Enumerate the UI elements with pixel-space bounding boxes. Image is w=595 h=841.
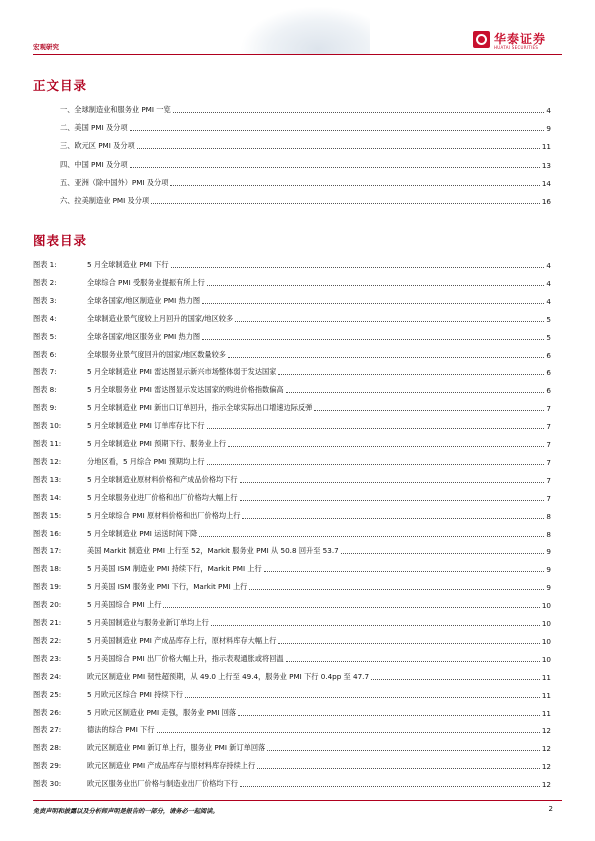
toc-entry-text: 三、欧元区 PMI 及分项 [60, 141, 135, 151]
figure-entry[interactable] [33, 777, 551, 789]
figure-entry-text: 5 月美国 ISM 服务业 PMI 下行，Markit PMI 上行 [87, 582, 248, 592]
figure-leader-dots [371, 679, 540, 680]
figure-entry[interactable] [33, 580, 551, 592]
figure-entry-text: 5 月全球制造业 PMI 运送时间下降 [87, 528, 198, 538]
figure-entry[interactable] [33, 258, 551, 270]
figure-entry-number: 图表 13: [33, 474, 62, 484]
figure-entry-number: 图表 22: [33, 635, 62, 645]
figure-entry-text: 全球综合 PMI 受服务业提振有所上行 [87, 277, 205, 287]
figure-entry-page: 7 [546, 440, 551, 449]
figure-leader-dots [341, 553, 545, 554]
figure-entry-text: 全球各国家/地区服务业 PMI 热力图 [87, 331, 201, 341]
header-label: 宏观研究 [33, 43, 59, 51]
figure-entry-text: 5 月全球综合 PMI 原材料价格和出厂价格均上行 [87, 510, 241, 520]
figure-entry-number: 图表 9: [33, 403, 57, 413]
figure-entry-number: 图表 23: [33, 653, 62, 663]
footer-disclaimer: 免责声明和披露以及分析师声明是报告的一部分，请务必一起阅读。 [33, 808, 219, 815]
figure-entry[interactable] [33, 348, 551, 360]
figure-entry-number: 图表 4: [33, 313, 57, 323]
figure-entry-page: 7 [546, 475, 551, 485]
toc-leader-dots [170, 185, 539, 186]
figure-entry-page: 9 [546, 583, 551, 593]
toc-entry-page: 11 [541, 142, 551, 152]
figure-entry-text: 全球服务业景气度回升的国家/地区数量较多 [87, 349, 226, 359]
figure-entry-text: 5 月全球服务业进厂价格和出厂价格均大幅上行 [87, 492, 238, 502]
figure-leader-dots [314, 410, 544, 411]
figure-entry-number: 图表 24: [33, 671, 62, 681]
figure-entry-page: 10 [541, 601, 551, 611]
figure-entry[interactable] [33, 741, 551, 753]
figure-entry-page: 10 [541, 654, 551, 664]
figure-entry-text: 全球制造业景气度较上月回升的国家/地区较多 [87, 313, 234, 323]
figure-leader-dots [238, 715, 540, 716]
figure-entry-page: 10 [541, 636, 551, 646]
figure-entry-number: 图表 19: [33, 582, 62, 592]
figure-entry-page: 12 [541, 726, 551, 736]
figure-entry[interactable] [33, 670, 551, 682]
figure-entry[interactable] [33, 527, 551, 539]
figure-leader-dots [249, 589, 544, 590]
figure-entry-page: 12 [541, 744, 551, 754]
figure-entry-number: 图表 30: [33, 779, 62, 789]
figure-entry-number: 图表 28: [33, 743, 62, 753]
figure-entry-number: 图表 26: [33, 707, 62, 717]
toc-entry-text: 五、亚洲（除中国外）PMI 及分项 [60, 177, 169, 187]
figure-entry-text: 5 月美国 ISM 制造业 PMI 持续下行，Markit PMI 上行 [87, 564, 262, 574]
figure-leader-dots [267, 750, 540, 751]
toc-leader-dots [137, 148, 540, 149]
figure-leader-dots [202, 339, 544, 340]
figure-entry-number: 图表 12: [33, 456, 62, 466]
figure-entry-page: 4 [546, 296, 551, 306]
figure-entry[interactable] [33, 544, 551, 556]
figure-leader-dots [278, 643, 539, 644]
figure-entry-text: 5 月全球制造业 PMI 订单库存比下行 [87, 421, 205, 431]
figure-entry[interactable] [33, 294, 551, 306]
toc-entry-text: 一、全球制造业和服务业 PMI 一览 [60, 105, 171, 114]
figure-leader-dots [264, 571, 545, 572]
figure-entry-page: 6 [546, 350, 551, 360]
figure-entry[interactable] [33, 473, 551, 485]
figure-entry-text: 欧元区制造业 PMI 韧性超预期，从 49.0 上行至 49.4，服务业 PMI 下行 0.4pp 至 47.7 [87, 671, 370, 681]
figure-entry-page: 5 [546, 314, 551, 324]
figure-entry[interactable] [33, 509, 551, 521]
toc-entry[interactable] [60, 194, 551, 206]
figure-leader-dots [211, 625, 540, 626]
figure-entry-text: 5 月欧元区综合 PMI 持续下行 [87, 689, 183, 699]
figure-entry-text: 美国 Markit 制造业 PMI 上行至 52，Markit 服务业 PMI 从 50.8 回升至 53.7 [87, 546, 339, 556]
figure-entry[interactable] [33, 312, 551, 324]
figure-entry[interactable] [33, 455, 551, 467]
figure-leader-dots [240, 500, 545, 501]
toc-leader-dots [130, 167, 540, 168]
figure-entry-text: 5 月美国制造业与服务业新订单均上行 [87, 618, 209, 627]
figure-leader-dots [207, 285, 545, 286]
figure-entry-page: 11 [541, 690, 551, 700]
figure-entry-page: 8 [546, 529, 551, 539]
figure-entry[interactable] [33, 688, 551, 700]
figure-leader-dots [228, 446, 544, 447]
figure-entry-text: 德法的综合 PMI 下行 [87, 725, 155, 735]
figure-entry-number: 图表 14: [33, 492, 62, 502]
toc-entry[interactable] [60, 121, 551, 133]
figure-entry-number: 图表 3: [33, 295, 57, 305]
figure-entry-page: 11 [541, 708, 551, 718]
figure-entry[interactable] [33, 598, 551, 610]
figure-entry-text: 5 月全球制造业 PMI 下行 [87, 260, 169, 269]
figure-list-title: 图表目录 [33, 233, 88, 248]
figure-entry[interactable] [33, 330, 551, 342]
figure-entry-number: 图表 21: [33, 618, 62, 627]
figure-leader-dots [185, 697, 540, 698]
figure-entry-page: 8 [546, 511, 551, 521]
figure-entry-number: 图表 15: [33, 510, 62, 520]
figure-leader-dots [242, 518, 544, 519]
figure-entry-number: 图表 10: [33, 421, 62, 431]
figure-entry[interactable] [33, 616, 551, 628]
figure-entry[interactable] [33, 419, 551, 431]
toc-entry[interactable] [60, 176, 551, 188]
figure-entry-page: 9 [546, 547, 551, 557]
figure-entry-text: 欧元区制造业 PMI 新订单上行，服务业 PMI 新订单回落 [87, 743, 266, 753]
figure-entry-page: 11 [541, 672, 551, 682]
figure-entry-number: 图表 2: [33, 277, 57, 287]
figure-entry[interactable] [33, 491, 551, 503]
figure-entry[interactable] [33, 562, 551, 574]
figure-leader-dots [286, 392, 545, 393]
figure-leader-dots [257, 768, 540, 769]
figure-entry[interactable] [33, 437, 551, 449]
figure-leader-dots [240, 786, 540, 787]
figure-entry-number: 图表 16: [33, 528, 62, 538]
figure-leader-dots [240, 482, 545, 483]
footer-page-number: 2 [548, 805, 553, 813]
toc-leader-dots [173, 112, 545, 113]
figure-entry-number: 图表 8: [33, 385, 57, 395]
figure-leader-dots [199, 536, 544, 537]
footer-divider [33, 800, 562, 801]
figure-entry[interactable] [33, 276, 551, 288]
figure-entry-text: 5 月美国制造业 PMI 产成品库存上行，原材料库存大幅上行 [87, 635, 277, 645]
figure-leader-dots [163, 607, 539, 608]
figure-entry-page: 10 [541, 619, 551, 628]
figure-entry-page: 7 [546, 404, 551, 414]
figure-entry-page: 12 [541, 780, 551, 790]
figure-entry-number: 图表 25: [33, 689, 62, 699]
figure-entry-number: 图表 27: [33, 725, 62, 735]
figure-entry-page: 5 [546, 332, 551, 342]
figure-entry[interactable] [33, 634, 551, 646]
toc-entry-text: 四、中国 PMI 及分项 [60, 159, 128, 169]
figure-entry-number: 图表 29: [33, 761, 62, 771]
figure-entry-page: 9 [546, 565, 551, 575]
figure-entry[interactable] [33, 723, 551, 735]
toc-leader-dots [151, 203, 540, 204]
figure-entry-number: 图表 1: [33, 260, 57, 269]
figure-entry-text: 欧元区服务业出厂价格与制造业出厂价格均下行 [87, 779, 238, 789]
figure-entry-number: 图表 11: [33, 439, 62, 448]
toc-entry-text: 二、美国 PMI 及分项 [60, 123, 128, 133]
figure-entry-text: 5 月美国综合 PMI 出厂价格大幅上升，指示表观通胀或将回温 [87, 653, 284, 663]
toc-entry-page: 13 [541, 160, 551, 170]
figure-entry-text: 5 月全球制造业 PMI 预期下行、服务业上行 [87, 439, 227, 448]
figure-entry[interactable] [33, 401, 551, 413]
figure-entry-text: 5 月全球制造业原材料价格和产成品价格均下行 [87, 474, 238, 484]
huatai-logo [473, 30, 563, 52]
figure-entry-page: 7 [546, 422, 551, 432]
figure-entry-text: 分地区看，5 月综合 PMI 预期均上行 [87, 456, 205, 466]
figure-entry-text: 5 月全球制造业 PMI 新出口订单回升，指示全球实际出口增速边际反弹 [87, 403, 313, 413]
figure-leader-dots [157, 732, 540, 733]
figure-entry-page: 4 [546, 261, 551, 270]
figure-entry-number: 图表 5: [33, 331, 57, 341]
toc-entry-text: 六、拉美制造业 PMI 及分项 [60, 196, 150, 205]
figure-entry-page: 7 [546, 457, 551, 467]
figure-entry-text: 5 月全球制造业 PMI 雷达图显示新兴市场整体弱于发达国家 [87, 367, 277, 377]
figure-entry-page: 4 [546, 278, 551, 288]
huatai-logo-icon [473, 31, 490, 48]
figure-entry[interactable] [33, 759, 551, 771]
figure-entry[interactable] [33, 365, 551, 377]
figure-leader-dots [207, 464, 545, 465]
figure-leader-dots [278, 374, 544, 375]
figure-leader-dots [171, 267, 545, 268]
logo-name-en: HUATAI SECURITIES [494, 45, 539, 50]
figure-entry[interactable] [33, 706, 551, 718]
figure-entry-number: 图表 20: [33, 600, 62, 610]
figure-entry-text: 欧元区制造业 PMI 产成品库存与原材料库存持续上行 [87, 761, 256, 771]
figure-entry-page: 6 [546, 386, 551, 396]
figure-leader-dots [235, 321, 544, 322]
logo-name-cn: 华泰证券 [494, 32, 547, 46]
figure-entry-page: 12 [541, 762, 551, 772]
figure-entry[interactable] [33, 652, 551, 664]
figure-leader-dots [207, 428, 545, 429]
toc-entry-page: 14 [541, 178, 551, 188]
figure-entry-number: 图表 17: [33, 546, 62, 556]
figure-leader-dots [202, 303, 544, 304]
figure-entry-page: 7 [546, 493, 551, 503]
header-divider [33, 54, 562, 55]
figure-entry-number: 图表 6: [33, 349, 57, 359]
figure-leader-dots [286, 661, 540, 662]
toc-entry-page: 4 [546, 106, 551, 115]
toc-leader-dots [130, 130, 545, 131]
toc-title: 正文目录 [33, 78, 88, 93]
toc-entry[interactable] [60, 103, 551, 115]
toc-entry-page: 9 [546, 124, 551, 134]
figure-entry[interactable] [33, 383, 551, 395]
toc-entry-page: 16 [541, 197, 551, 206]
toc-entry[interactable] [60, 158, 551, 170]
figure-entry-number: 图表 18: [33, 564, 62, 574]
figure-entry-text: 5 月美国综合 PMI 上行 [87, 600, 162, 610]
figure-entry-text: 5 月欧元区制造业 PMI 走强，服务业 PMI 回落 [87, 707, 237, 717]
header-globe-graphic [240, 6, 370, 54]
figure-entry-text: 全球各国家/地区制造业 PMI 热力图 [87, 295, 201, 305]
figure-entry-number: 图表 7: [33, 367, 57, 377]
figure-entry-text: 5 月全球服务业 PMI 雷达图显示发达国家的购进价格指数偏高 [87, 385, 284, 395]
figure-leader-dots [228, 357, 544, 358]
figure-entry-page: 6 [546, 368, 551, 378]
toc-entry[interactable] [60, 139, 551, 151]
